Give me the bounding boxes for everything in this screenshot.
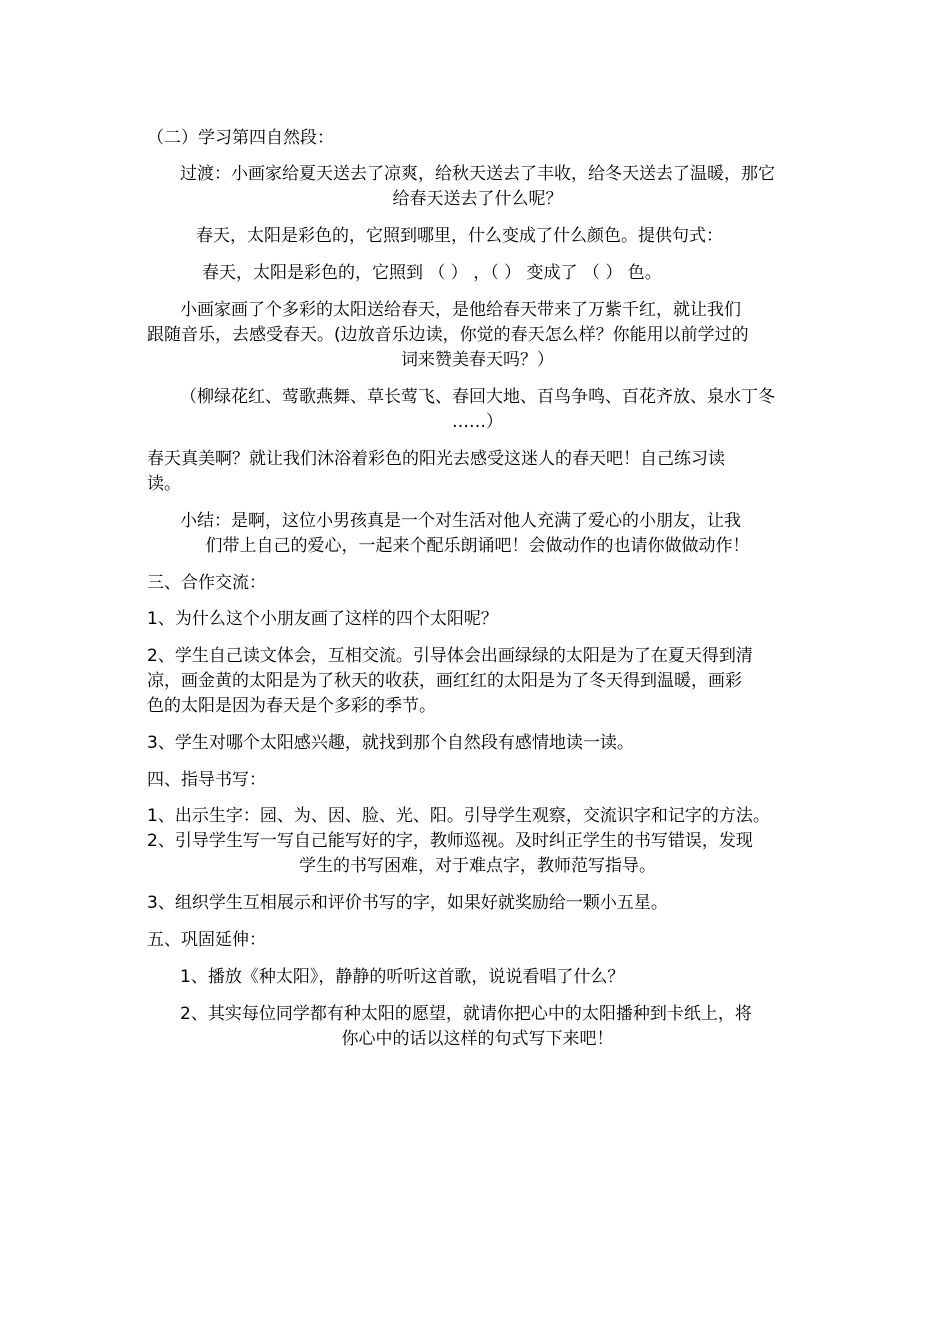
painter-line-3: 词来赞美春天吗？）: [401, 350, 554, 370]
extend-item-1: 1、播放《种太阳》，静静的听听这首歌，说说看唱了什么？: [180, 967, 625, 987]
sentence-pattern: 春天，太阳是彩色的，它照到 （ ） ，（ ） 变成了 （ ） 色。: [202, 263, 662, 283]
section-three-heading: 三、合作交流：: [147, 573, 266, 593]
coop-item-2-line-3: 色的太阳是因为春天是个多彩的季节。: [147, 696, 436, 716]
section-four-heading: 四、指导书写：: [147, 770, 266, 790]
idioms-line-2: ……）: [452, 412, 503, 432]
write-item-2-line-2: 学生的书写困难，对于难点字，教师范写指导。: [299, 856, 656, 876]
extend-item-2-line-1: 2、其实每位同学都有种太阳的愿望，就请你把心中的太阳播种到卡纸上，将: [180, 1004, 752, 1024]
transition-line-1: 过渡：小画家给夏天送去了凉爽，给秋天送去了丰收，给冬天送去了温暖，那它: [180, 164, 775, 184]
painter-line-2: 跟随音乐，去感受春天。(边放音乐边读，你觉的春天怎么样？你能用以前学过的: [147, 325, 749, 345]
write-item-3: 3、组织学生互相展示和评价书写的字，如果好就奖励给一颗小五星。: [147, 893, 668, 913]
summary-line-1: 小结：是啊，这位小男孩真是一个对生活对他人充满了爱心的小朋友，让我: [180, 511, 741, 531]
idioms-line-1: （柳绿花红、莺歌燕舞、草长莺飞、春回大地、百鸟争鸣、百花齐放、泉水丁冬: [180, 387, 775, 407]
beautiful-line-2: 读。: [147, 474, 181, 494]
summary-line-2: 们带上自己的爱心，一起来个配乐朗诵吧！会做动作的也请你做做动作！: [205, 536, 750, 556]
transition-line-2: 给春天送去了什么呢？: [392, 189, 563, 209]
coop-item-2-line-2: 凉，画金黄的太阳是为了秋天的收获，画红红的太阳是为了冬天得到温暖，画彩: [147, 671, 742, 691]
write-item-1: 1、出示生字：园、为、因、脸、光、阳。引导学生观察，交流识字和记字的方法。: [147, 806, 770, 826]
section-two-heading: （二）学习第四自然段：: [147, 128, 334, 148]
coop-item-3: 3、学生对哪个太阳感兴趣，就找到那个自然段有感情地读一读。: [147, 733, 634, 753]
extend-item-2-line-2: 你心中的话以这样的句式写下来吧！: [341, 1029, 614, 1049]
write-item-2-line-1: 2、引导学生写一写自己能写好的字，教师巡视。及时纠正学生的书写错误，发现: [147, 831, 753, 851]
section-five-heading: 五、巩固延伸：: [147, 930, 266, 950]
painter-line-1: 小画家画了个多彩的太阳送给春天，是他给春天带来了万紫千红，就让我们: [180, 300, 741, 320]
coop-item-2-line-1: 2、学生自己读文体会，互相交流。引导体会出画绿绿的太阳是为了在夏天得到清: [147, 646, 753, 666]
spring-question: 春天，太阳是彩色的，它照到哪里，什么变成了什么颜色。提供句式：: [196, 226, 723, 246]
coop-item-1: 1、为什么这个小朋友画了这样的四个太阳呢？: [147, 609, 498, 629]
beautiful-line-1: 春天真美啊？就让我们沐浴着彩色的阳光去感受这迷人的春天吧！自己练习读: [147, 449, 725, 469]
